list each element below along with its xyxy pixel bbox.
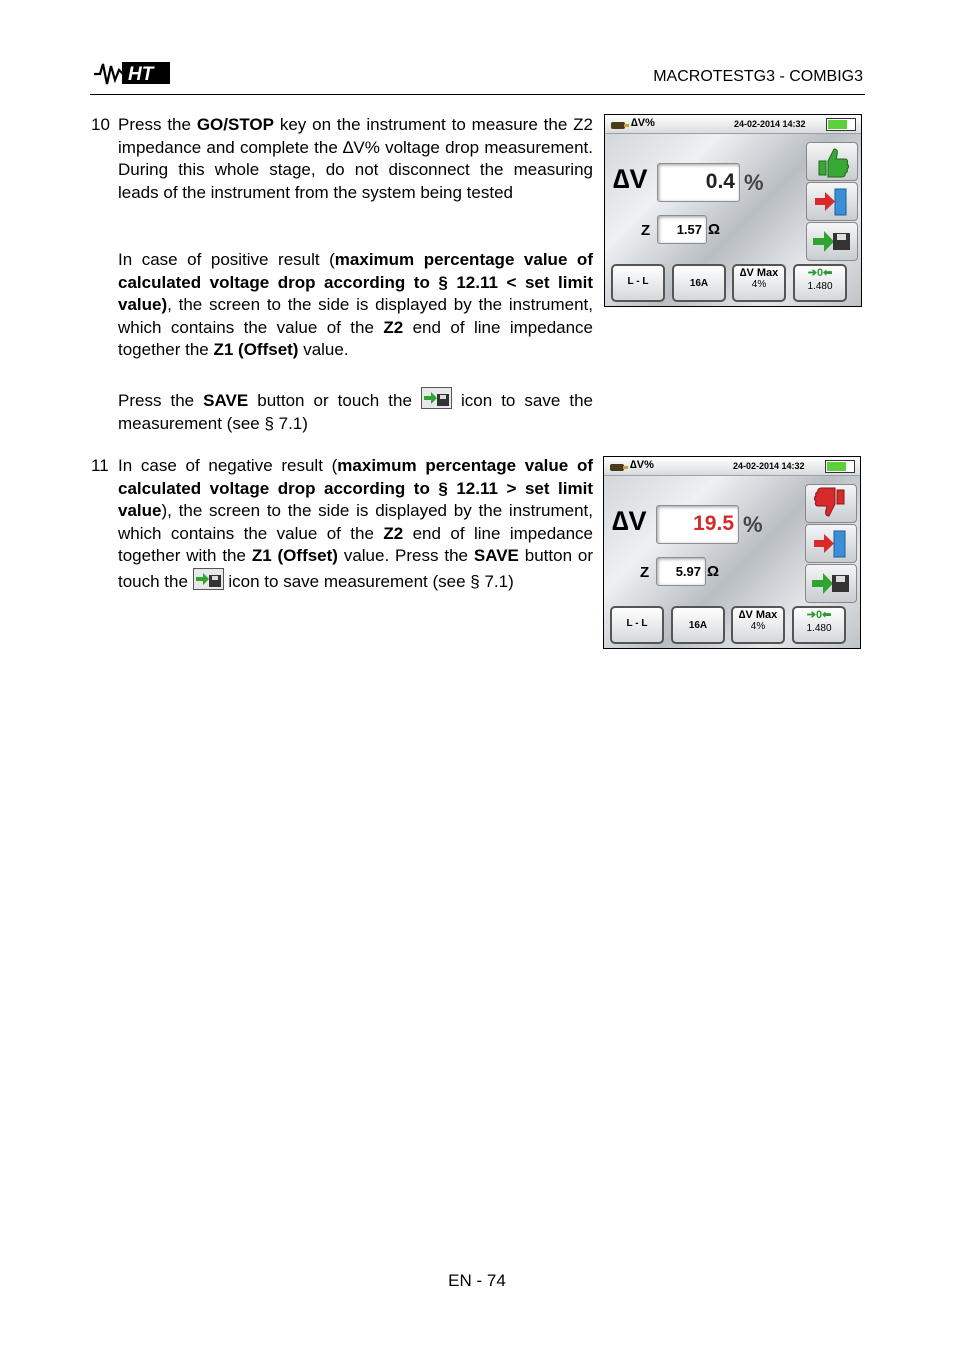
z-value: 1.57 [676,222,702,237]
arrow-right-icon: ➔ [807,267,817,279]
thumbs-down-icon [805,484,857,523]
save-icon [193,568,224,590]
function-name: ∆V% [630,459,654,471]
save-icon [421,387,452,409]
arrow-left-icon: ⬅ [823,267,833,279]
dv-label: ∆V [612,506,647,536]
instrument-screen-negative [603,456,861,649]
header-divider [90,94,865,95]
dv-max-button[interactable]: ∆V Max 4% [731,606,785,644]
zero-offset-button[interactable]: ➔0⬅ 1.480 [792,606,846,644]
thumbs-up-icon [806,142,858,181]
step-11-paragraph-1: In case of negative result (maximum percentage value of calculated voltage drop according to § 12.11 > set limit value), the screen to the side is displayed by the instrument, which contains the value of the Z2 end of line impedance together with the Z1 (Offset) value. Press the SAVE button or touch the icon to save measurement (see § 7.1) [118,456,594,591]
system-button[interactable]: L - L [611,264,665,302]
current-button[interactable]: 16A [671,606,725,644]
system-button[interactable]: L - L [610,606,664,644]
dv-label: ∆V [613,164,648,194]
dv-max-button[interactable]: ∆V Max 4% [732,264,786,302]
probe-icon [611,118,629,129]
arrow-left-icon: ⬅ [822,609,832,621]
exit-icon[interactable] [805,524,857,563]
datetime: 24-02-2014 14:32 [733,461,805,471]
z-value-box [656,557,706,586]
save-icon[interactable] [806,222,858,261]
step-number: 10 [91,115,110,134]
zero-offset-button[interactable]: ➔0⬅ 1.480 [793,264,847,302]
battery-icon [826,118,856,131]
dv-unit: % [743,512,763,537]
ht-logo [92,60,172,88]
exit-icon[interactable] [806,182,858,221]
z-unit: Ω [708,221,721,238]
dv-value-box [657,163,740,202]
save-icon[interactable] [805,564,857,603]
datetime: 24-02-2014 14:32 [734,119,806,129]
document-title: MACROTESTG3 - COMBIG3 [653,68,863,85]
instrument-screen-positive [604,114,862,307]
step-number: 11 [91,456,109,475]
z-label: Z [640,564,650,581]
step-10-paragraph-2: In case of positive result (maximum percentage value of calculated voltage drop according to § 12.11 < set limit value), the screen to the side is displayed by the instrument, which contains the value of the Z2 end of line impedance together the Z1 (Offset) value. [118,250,594,359]
probe-icon [610,460,628,471]
z-unit: Ω [707,563,720,580]
step-10-paragraph-3: Press the SAVE button or touch the icon to save the measurement (see § 7.1) [118,387,593,435]
z-value-box [657,215,707,244]
step-10-paragraph-1: Press the GO/STOP key on the instrument to measure the Z2 impedance and complete the ∆V% voltage drop measurement. During this whole stage, do not disconnect the measuring leads of the instrument from the system being tested [118,115,593,202]
dv-value-box [656,505,739,544]
page-number: EN - 74 [448,1271,506,1290]
current-button[interactable]: 16A [672,264,726,302]
z-label: Z [641,222,651,239]
z-value: 5.97 [675,564,701,579]
arrow-right-icon: ➔ [806,609,816,621]
dv-value: 19.5 [693,512,734,535]
svg-text:HT: HT [128,64,154,85]
function-name: ∆V% [631,117,655,129]
dv-value: 0.4 [705,170,735,193]
dv-unit: % [744,170,764,195]
battery-icon [825,460,855,473]
